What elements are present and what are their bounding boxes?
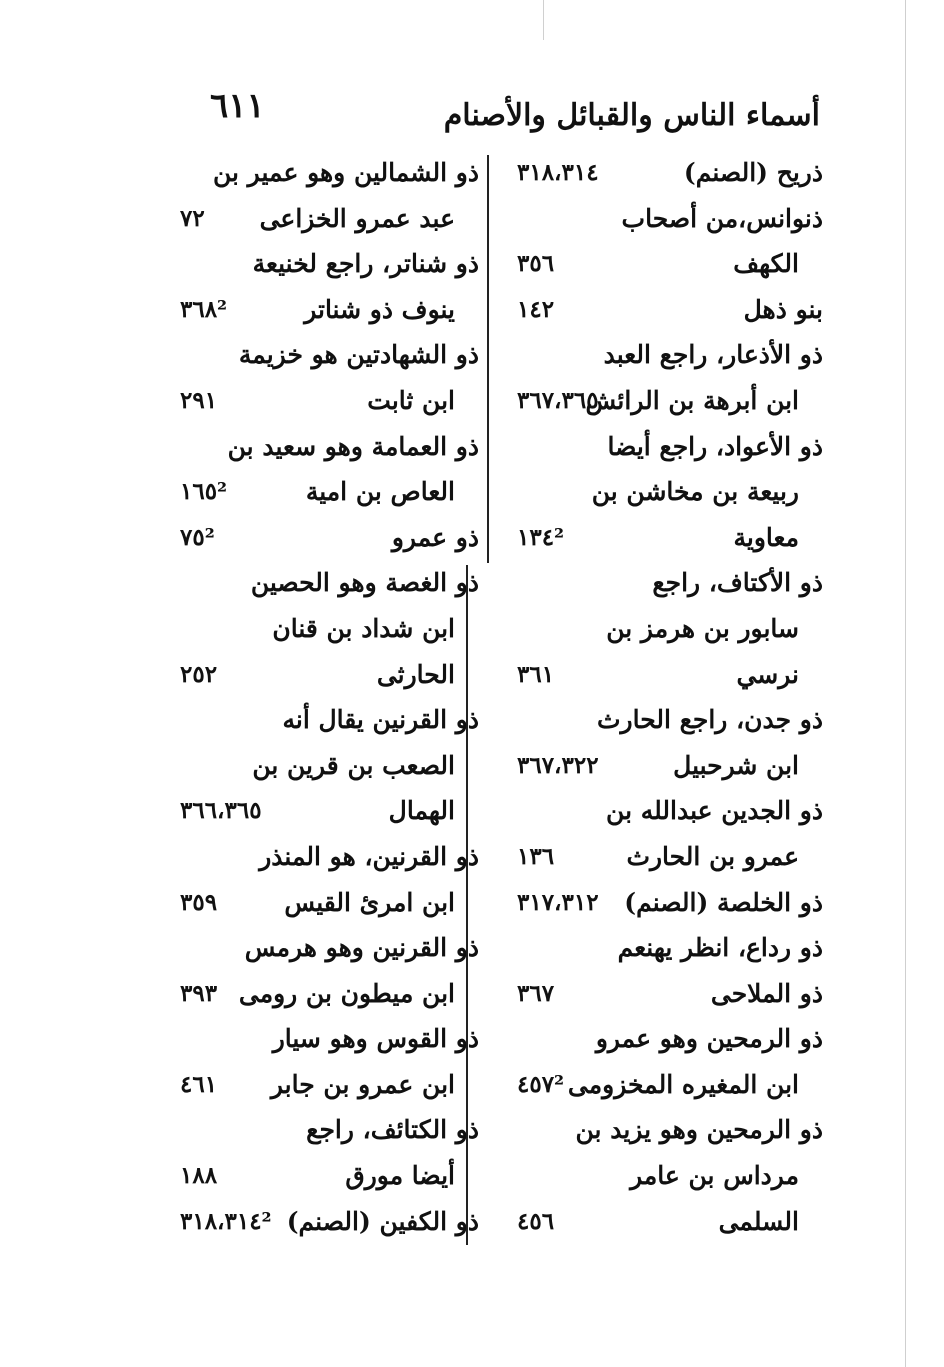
entry-name: ذو الكفين (الصنم) [286, 1206, 479, 1236]
index-entry [140, 560, 485, 606]
index-entry [140, 241, 485, 287]
entry-page-refs: ٣٦٧ [517, 979, 555, 1007]
entry-name: ذو الأذعار، راجع العبد [603, 340, 823, 370]
entry-name: ذو الرمحين وهو عمرو [595, 1024, 823, 1054]
entry-name: الكهف [733, 249, 799, 279]
index-entry [497, 515, 829, 561]
index-entry [497, 606, 829, 652]
entry-name: ابن ثابت [367, 385, 455, 415]
entry-page-refs: ٣٥٦ [517, 250, 555, 278]
entry-page-refs: ٣٦٦،٣٦٥ [180, 797, 262, 825]
entry-page-refs: ١٤٢ [517, 295, 555, 323]
entry-name: ذو شناتر، راجع لخنيعة [252, 249, 479, 279]
index-entry [497, 150, 829, 196]
entry-page-refs: ٣٩٣ [180, 979, 218, 1007]
entry-name: عبد عمرو الخزاعى [259, 203, 455, 233]
entry-page-refs: ٣٥٩ [180, 888, 218, 916]
index-entry [497, 241, 829, 287]
entry-name: ابن المغيره المخزومى [567, 1069, 799, 1099]
index-entry [497, 332, 829, 378]
entry-page-refs: ٤٥٦ [517, 1207, 555, 1235]
index-entry [140, 971, 485, 1017]
index-entry [140, 1062, 485, 1108]
index-entry [497, 196, 829, 242]
entry-name: معاوية [733, 522, 799, 552]
entry-page-refs: ٢٩١ [180, 386, 218, 414]
index-entry [140, 880, 485, 926]
index-entry [497, 1199, 829, 1245]
entry-name: ابن ميطون بن رومى [238, 978, 455, 1008]
index-entry [497, 743, 829, 789]
entry-name: ربيعة بن مخاشن بن [591, 477, 799, 507]
entry-name: بنو ذهل [743, 294, 823, 324]
entry-name: ذو الخلصة (الصنم) [624, 887, 823, 917]
page-number: ٦١١ [210, 86, 265, 126]
entry-page-refs: ٣١٧،٣١٢ [517, 888, 599, 916]
index-entry [140, 469, 485, 515]
entry-page-refs: ٣١٨،٣١٤² [180, 1207, 272, 1235]
index-entry [140, 652, 485, 698]
entry-name: ذو القرنين، هو المنذر [259, 841, 479, 871]
index-entry [140, 1107, 485, 1153]
index-entry [497, 880, 829, 926]
entry-name: ذو الشهادتين هو خزيمة [238, 340, 479, 370]
entry-name: الصعب بن قرين بن [252, 750, 455, 780]
index-entry [497, 469, 829, 515]
entry-name: ابن شداد بن قنان [272, 613, 455, 643]
entry-page-refs: ٤٦١ [180, 1070, 218, 1098]
entry-name: ابن أبرهة بن الرائش [585, 385, 799, 415]
index-entry [497, 788, 829, 834]
entry-page-refs: ١٣٤² [517, 523, 565, 551]
index-entry [140, 743, 485, 789]
index-entry [497, 378, 829, 424]
entry-name: ذو القوس وهو سيار [272, 1024, 479, 1054]
entry-name: ذريح (الصنم) [683, 158, 823, 187]
entry-page-refs: ١٨٨ [180, 1162, 218, 1190]
entry-name: مرداس بن عامر [630, 1161, 799, 1191]
entry-name: ينوف ذو شناتر [304, 294, 455, 324]
page-edge-line [905, 0, 906, 1367]
index-entry [497, 1107, 829, 1153]
index-entry [140, 925, 485, 971]
entry-page-refs: ٤٥٧² [517, 1070, 565, 1098]
entry-name: ذو الكتائف، راجع [306, 1115, 479, 1145]
entry-name: الحارثى [376, 659, 455, 689]
index-entry [497, 560, 829, 606]
index-entry [497, 697, 829, 743]
entry-page-refs: ١٦٥² [180, 478, 228, 506]
index-entry [140, 424, 485, 470]
index-column-left [140, 150, 485, 1244]
entry-name: ذو رداع، انظر يهنعم [617, 933, 823, 963]
entry-name: نرسي [736, 659, 799, 689]
index-entry [497, 834, 829, 880]
entry-name: السلمى [718, 1206, 799, 1236]
index-entry [497, 1062, 829, 1108]
index-entry [140, 606, 485, 652]
entry-name: ابن امرئ القيس [284, 887, 455, 917]
entry-name: ذو الجدين عبدالله بن [606, 796, 823, 826]
entry-name: سابور بن هرمز بن [606, 613, 799, 643]
index-entry [497, 925, 829, 971]
index-entry [497, 424, 829, 470]
entry-page-refs: ٧٥² [180, 523, 215, 551]
index-entry [497, 1153, 829, 1199]
index-entry [497, 971, 829, 1017]
entry-name: ابن عمرو بن جابر [270, 1069, 455, 1099]
index-entry [497, 1016, 829, 1062]
column-divider-upper [487, 155, 489, 563]
entry-name: ذو عمرو [391, 522, 479, 552]
entry-name: ذو جدن، راجع الحارث [596, 705, 823, 735]
index-column-right [497, 150, 829, 1244]
entry-page-refs: ٢٥٢ [180, 660, 218, 688]
index-entry [140, 788, 485, 834]
entry-page-refs: ٣٦٧،٣٦٥ [517, 386, 599, 414]
entry-name: عمرو بن الحارث [626, 841, 799, 871]
entry-page-refs: ٣٦٨² [180, 295, 228, 323]
entry-name: ذو القرنين وهو هرمس [244, 933, 479, 963]
index-entry [497, 287, 829, 333]
index-entry [140, 697, 485, 743]
entry-name: ذو الغصة وهو الحصين [250, 568, 479, 598]
entry-name: العاص بن امية [305, 477, 455, 507]
index-entry [140, 834, 485, 880]
entry-page-refs: ١٣٦ [517, 842, 555, 870]
entry-name: ذو الشمالين وهو عمير بن [212, 158, 479, 187]
index-entry [140, 1153, 485, 1199]
entry-name: ذو العمامة وهو سعيد بن [227, 431, 479, 461]
index-entry [140, 332, 485, 378]
entry-name: ذو الأكتاف، راجع [652, 568, 823, 598]
gutter-mark [543, 0, 544, 40]
index-entry [497, 652, 829, 698]
index-entry [140, 150, 485, 196]
entry-name: ابن شرحبيل [673, 750, 799, 780]
entry-name: ذو القرنين يقال أنه [282, 705, 479, 735]
index-entry [140, 515, 485, 561]
running-header-title: أسماء الناس والقبائل والأصنام [443, 98, 820, 133]
entry-page-refs: ٣١٨،٣١٤ [517, 159, 599, 186]
entry-name: ذو الملاحى [710, 978, 823, 1008]
entry-name: أيضا مورق [345, 1161, 455, 1191]
index-entry [140, 1199, 485, 1245]
entry-page-refs: ٧٢ [180, 204, 205, 232]
index-entry [140, 287, 485, 333]
entry-page-refs: ٣٦١ [517, 660, 555, 688]
entry-name: ذو الأعواد، راجع أيضا [607, 431, 823, 461]
index-entry [140, 196, 485, 242]
index-entry [140, 1016, 485, 1062]
entry-page-refs: ٣٦٧،٣٢٢ [517, 751, 599, 779]
entry-name: الهمال [388, 796, 455, 826]
entry-name: ذنوانس،من أصحاب [621, 203, 823, 233]
index-entry [140, 378, 485, 424]
entry-name: ذو الرمحين وهو يزيد بن [575, 1115, 823, 1145]
